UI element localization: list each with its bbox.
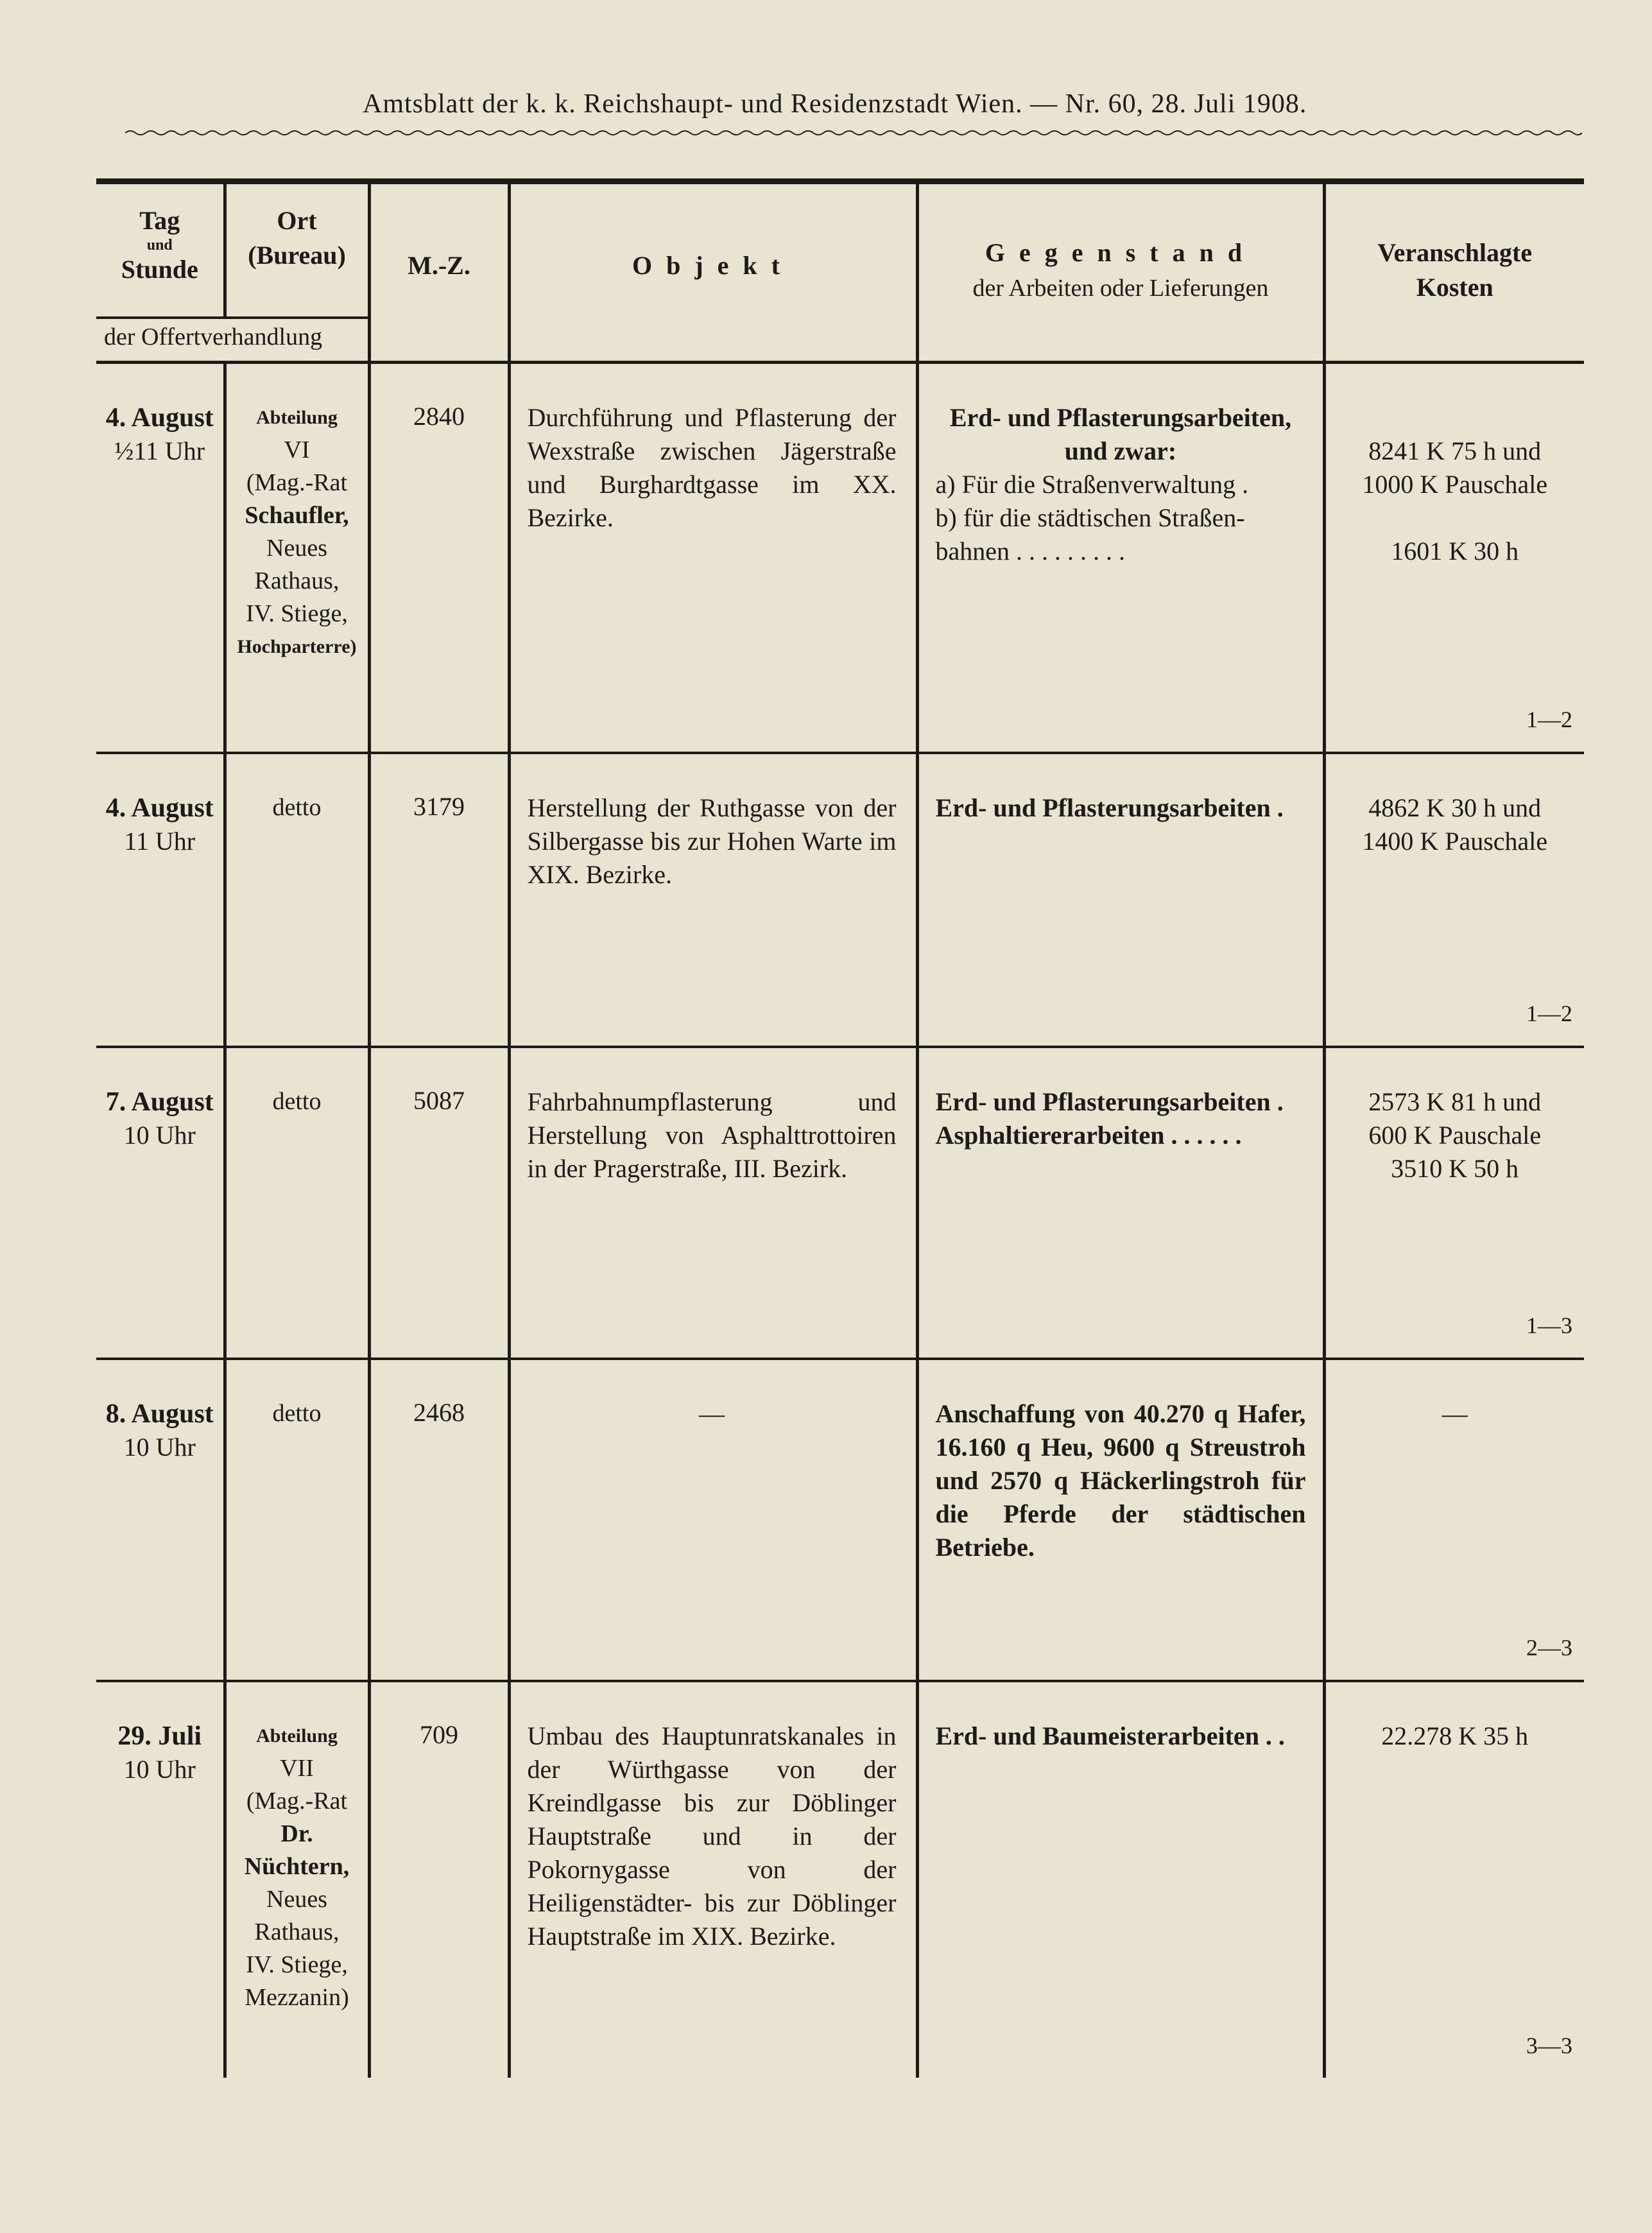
tag-time: 11 Uhr [124,826,196,856]
ort-line: Mezzanin) [245,1983,349,2011]
kosten-line [1326,501,1585,535]
tag-date: 29. Juli [117,1721,202,1751]
gegenstand-line: Erd- und Pflasterungsarbeiten, und zwar: [949,403,1292,465]
cell-gegenstand [917,753,1324,1047]
kosten-line: 1601 K 30 h [1391,537,1519,565]
ort-line: (Mag.-Rat [246,1787,348,1815]
cell-tag [96,753,225,1047]
kosten-line: 600 K Pauschale [1368,1120,1542,1150]
cell-tag [96,1681,225,2078]
col-header-kosten [1324,182,1584,363]
col-header-tag [96,182,225,318]
cell-kosten [1324,753,1584,1047]
kosten-line: — [1441,1399,1468,1428]
col-header-ort [225,182,369,318]
running-header: Amtsblatt der k. k. Reichshaupt- und Residenzstadt Wien. — Nr. 60, 28. Juli 1908. [363,89,1307,119]
row-number: 1—3 [1526,1312,1572,1338]
ort-line: VI [284,436,310,463]
cell-ort [225,753,369,1047]
tag-header-und: und [146,237,173,254]
tag-date: 7. August [105,1087,214,1117]
row-number: 1—2 [1526,706,1572,732]
ort-line: Rathaus, [254,567,340,594]
tag-date: 8. August [105,1399,214,1429]
objekt-header: Objekt [632,251,794,280]
cell-tag [96,1359,225,1681]
tag-date: 4. August [105,403,214,433]
tag-time: 10 Uhr [123,1432,196,1461]
kosten-line: 3510 K 50 h [1391,1153,1519,1183]
tag-time: ½11 Uhr [114,436,205,465]
kosten-line: 8241 K 75 h und [1368,436,1542,465]
gegenstand-line: Erd- und Baumeisterarbeiten . . [935,1721,1285,1750]
gegenstand-line: Anschaffung von 40.270 q Hafer, 16.160 q Heu, 9600 q Streustroh und 2570 q Häckerlingstroh für die Pferde der städtischen Betriebe. [935,1399,1306,1562]
ort-line: VII [280,1754,314,1782]
cell-objekt: Umbau des Hauptunratskanales in der Würthgasse von der Kreindlgasse bis zur Döblinger Hauptstraße und in der Pokornygasse von der Heiligenstädter- bis zur Döblinger Hauptstraße im XIX. Bezirke. [509,1681,917,2078]
ort-line: detto [272,1399,322,1427]
cell-mz: 709 [369,1681,509,2078]
col-header-gegenstand [917,182,1324,363]
tag-header-line1: Tag [139,206,180,235]
tag-time: 10 Uhr [123,1754,196,1784]
ort-line: Abteilung [256,407,338,428]
col-header-mz [369,182,509,363]
cell-objekt: — [509,1359,917,1681]
cell-tag [96,1047,225,1359]
cell-mz: 2840 [369,363,509,753]
ort-header-line1: Ort [277,206,317,235]
ort-header-line2: (Bureau) [248,241,346,270]
ort-line: detto [272,1087,322,1115]
kosten-header-line1: Veranschlagte [1377,238,1533,267]
cell-mz: 5087 [369,1047,509,1359]
mz-header: M.-Z. [408,251,470,280]
tag-time: 10 Uhr [123,1120,196,1150]
ort-line: Dr. [280,1820,313,1847]
gegenstand-line: Erd- und Pflasterungsarbeiten . [935,1087,1284,1116]
kosten-line: 22.278 K 35 h [1381,1721,1529,1750]
table-row [96,753,1584,1047]
ort-line: Nüchtern, [244,1852,350,1880]
gegenstand-header-title: Gegenstand [985,238,1257,267]
cell-mz: 3179 [369,753,509,1047]
kosten-line: 4862 K 30 h und [1368,793,1542,822]
ort-line: Schaufler, [245,502,349,529]
kosten-line: 2573 K 81 h und [1368,1087,1542,1116]
table-row [96,363,1584,753]
ort-line: IV. Stiege, [246,600,348,627]
gegenstand-line: a) Für die Straßenverwaltung . [935,470,1249,499]
gegenstand-line: Erd- und Pflasterungsarbeiten . [935,793,1284,822]
tag-header-line2: Stunde [121,255,198,284]
cell-gegenstand [917,363,1324,753]
gegenstand-line: bahnen . . . . . . . . . [935,537,1126,565]
header-wavy-rule [125,128,1582,137]
cell-gegenstand [917,1681,1324,2078]
kosten-line [1326,401,1585,435]
ort-line: Neues [266,1885,327,1913]
kosten-line: 1000 K Pauschale [1362,470,1548,499]
cell-ort [225,1359,369,1681]
cell-kosten [1324,1681,1584,2078]
ort-line: Abteilung [256,1725,338,1746]
col-header-objekt [509,182,917,363]
kosten-header-line2: Kosten [1416,273,1493,302]
gegenstand-line: b) für die städtischen Straßen- [935,503,1245,532]
cell-ort [225,1681,369,2078]
ort-line: Hochparterre) [237,636,357,657]
cell-ort [225,1047,369,1359]
cell-objekt: Durchführung und Pflasterung der Wexstraße zwischen Jägerstraße und Burghardtgasse im XX. Bezirke. [509,363,917,753]
row-number: 2—3 [1526,1634,1572,1660]
cell-mz: 2468 [369,1359,509,1681]
table-row [96,1047,1584,1359]
cell-kosten [1324,1047,1584,1359]
row-number: 3—3 [1526,2032,1572,2058]
ort-line: Rathaus, [254,1918,340,1945]
row-number: 1—2 [1526,1000,1572,1026]
cell-tag [96,363,225,753]
ort-line: Neues [266,535,327,562]
tag-date: 4. August [105,793,214,823]
ort-line: detto [272,793,322,821]
kosten-line: 1400 K Pauschale [1362,826,1548,856]
gegenstand-line: Asphaltiererarbeiten . . . . . . [935,1120,1242,1150]
cell-kosten [1324,363,1584,753]
cell-gegenstand [917,1047,1324,1359]
table-row [96,1359,1584,1681]
verhandlung-subheader: der Offertverhandlung [96,318,369,363]
gegenstand-header-sub: der Arbeiten oder Lieferungen [972,275,1269,302]
cell-kosten [1324,1359,1584,1681]
cell-objekt: Herstellung der Ruthgasse von der Silbergasse bis zur Hohen Warte im XIX. Bezirke. [509,753,917,1047]
ort-line: IV. Stiege, [246,1951,348,1978]
offer-table [96,178,1584,2078]
ort-line: (Mag.-Rat [246,469,348,496]
cell-gegenstand [917,1359,1324,1681]
cell-objekt: Fahrbahnumpflasterung und Herstellung von Asphalttrottoiren in der Pragerstraße, III. Bezirk. [509,1047,917,1359]
table-row [96,1681,1584,2078]
cell-ort [225,363,369,753]
